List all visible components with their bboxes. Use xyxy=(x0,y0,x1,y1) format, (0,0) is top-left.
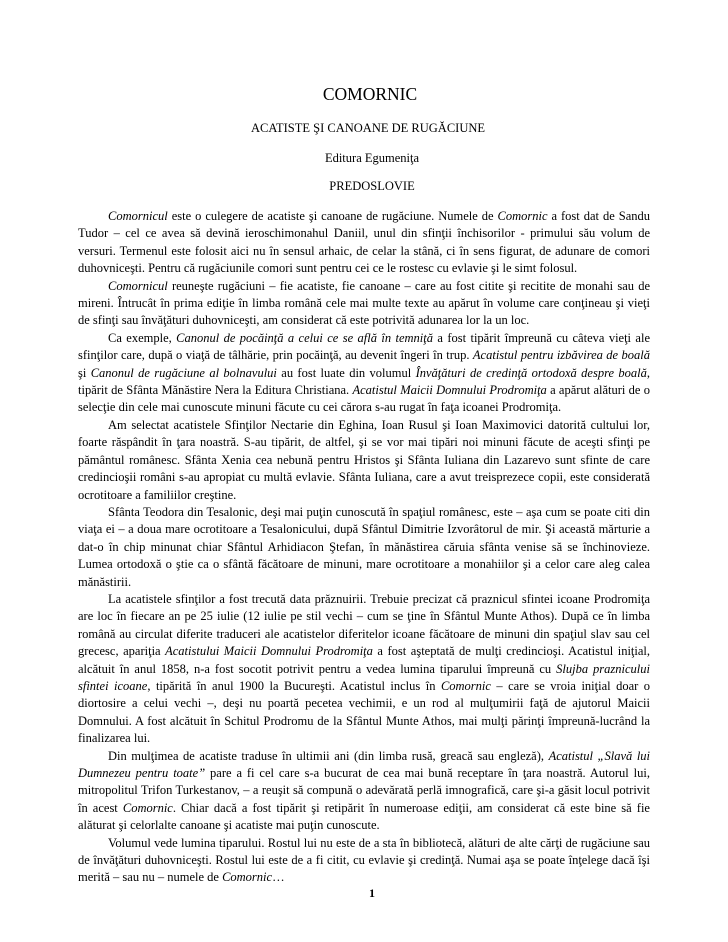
paragraph xyxy=(78,504,650,591)
paragraph xyxy=(78,278,650,330)
italic-text: Acatistul pentru izbăvirea de boală xyxy=(472,348,650,363)
text-run: Din mulţimea de acatiste traduse în ultimii ani (din limba rusă, greacă sau engleză), xyxy=(108,748,549,763)
italic-text: Acatistului Maicii Domnului Prodromiţa xyxy=(165,644,373,659)
paragraph xyxy=(78,835,650,887)
document-title: COMORNIC xyxy=(322,84,418,104)
text-run: , tipărită în anul 1900 la Bucureşti. Acatistul inclus în xyxy=(147,678,441,693)
body-text xyxy=(78,208,650,887)
text-run: – care se vroia iniţial doar o diortosire a celui vechi –, deşi nu poartă pecetea vechimii, e un rod al mulţumirii faţă de ajutorul Maicii Domnului. A fost alcătuit în Schitul Prodromu de la Sfântul Munte Athos, mai mulţi părinţi împreună-lucrând la finalizarea lui. xyxy=(78,678,651,746)
paragraph xyxy=(78,330,650,417)
page-number: 1 xyxy=(369,886,375,900)
text-run: a fost dat de Sandu Tudor – cel ce avea să devină ieroschimonahul Daniil, unul din sfinţii închisorilor - primului său volum de versuri. Termenul este folosit aici nu în sensul arhaic, de celar la stână, ci în sens figurat, de adunare de comori duhovniceşti. Pentru că rugăciunile comori sunt pentru cei ce le rostesc cu evlavie şi le simt folosul. xyxy=(78,209,651,276)
text-run: Am selectat acatistele Sfinţilor Nectarie din Eghina, Ioan Rusul şi Ioan Maximovici datorită cultului lor, foarte răspândit în ţara noastră. S-au tipărit, de altfel, şi se vor mai tipări noi minuni făcute de aceşti sfinţi pe pământul românesc. Sfânta Xenia cea nebună pentru Hristos şi Sfânta Iuliana din Lazarevo sunt sfinte de care credincioşii români s-au apropiat cu multă evlavie. Sfânta Iuliana, care a avut treisprezece copii, este considerată ocrotitoare a familiilor creştine. xyxy=(78,417,650,502)
paragraph xyxy=(78,748,650,835)
publisher-name: Editura Egumeniţa xyxy=(324,151,420,165)
italic-text: Comornic xyxy=(497,209,548,223)
text-run: a fost aşteptată de mulţi credincioşi. Acatistul iniţial, alcătuit în anul 1858, n-a fost socotit potrivit pentru a vedea lumina tiparului împreună cu xyxy=(78,644,651,676)
text-run: a apărut alături de o selecţie din cele mai cunoscute minuni făcute cu cei cărora s-au rugat în faţa icoanei Prodromiţa. xyxy=(78,383,650,415)
text-run: reuneşte rugăciuni – fie acatiste, fie canoane – care au fost citite şi recitite de monahi sau de mireni. Întrucât în prima ediţie în limba română cele mai multe texte au apărut în volume care conţineau şi vieţi de sfinţi sau învăţături duhovniceşti, am considerat că este potrivită adunarea lor la un loc. xyxy=(78,278,650,328)
paragraph xyxy=(78,591,650,748)
italic-text: Comornic xyxy=(440,678,491,693)
paragraph xyxy=(78,417,650,504)
text-run: La acatistele sfinţilor a fost trecută data prăznuirii. Trebuie precizat că praznicul sfintei icoane Prodromiţa are loc în fiecare an pe 25 iulie (12 iulie pe stil vechi – cum se ţine în Sfântul Munte Athos). După ce în limba română au circulat diferite traduceri ale acatistelor diferitelor icoane făcătoare de minuni din spaţiul slav sau cel grecesc, apariţia xyxy=(78,591,650,659)
section-heading: PREDOSLOVIE xyxy=(329,179,415,193)
text-run: … xyxy=(272,870,285,885)
italic-text: Comornic xyxy=(122,800,173,815)
text-run: Ca exemple, xyxy=(108,330,177,345)
italic-text: Învăţături de credinţă ortodoxă despre boală xyxy=(415,365,647,380)
italic-text: Comornic xyxy=(222,870,273,885)
italic-text: Comornicul xyxy=(108,209,168,223)
italic-text: Acatistul Maicii Domnului Prodromiţa xyxy=(352,383,547,398)
italic-text: Canonul de rugăciune al bolnavului xyxy=(90,365,277,380)
text-run: pare a fi cel care s-a bucurat de cea mai bună receptare în ţara noastră. Autorul lui, mitropolitul Trifon Turkestanov, – a reuşit să compună o adevărată perlă imnografică, care şi-a găsit locul potrivit în acest xyxy=(78,766,650,815)
text-run: Volumul vede lumina tiparului. Rostul lui nu este de a sta în bibliotecă, alături de alte cărţi de rugăciune sau de învăţături duhovniceşti. Rostul lui este de a fi citit, cu evlavie şi credinţă. Numai aşa se poate înţelege dacă îşi merită – sau nu – numele de xyxy=(78,835,650,885)
text-run: şi xyxy=(78,365,91,380)
italic-text: Acatistul „Slavă lui Dumnezeu pentru toate” xyxy=(78,748,651,780)
paragraph xyxy=(78,208,650,278)
text-run: este o culegere de acatiste şi canoane de rugăciune. Numele de xyxy=(167,209,498,223)
italic-text: Canonul de pocăinţă a celui ce se află în temniţă xyxy=(176,330,433,345)
text-run: . Chiar dacă a fost tipărit şi retipărit în numeroase ediţii, am considerat că este bine să fie alăturat şi celorlalte canoane şi acatiste mai puţin cunoscute. xyxy=(78,800,650,833)
text-run: Sfânta Teodora din Tesalonic, deşi mai puţin cunoscută în spaţiul românesc, este – aşa cum se poate citi din viaţa ei – a doua mare ocrotitoare a Tesalonicului, după Sfântul Dimitrie Izvorâtorul de mir. Şi această mărturie a dat-o în chip minunat chiar Sfântul Arhidiacon Ştefan, în mănăstirea căruia sfânta venise să se închinovieze. Lumea ortodoxă o ştie ca o sfântă făcătoare de minuni, mare ocrotitoare a monahiilor şi a celor care aleg calea mănăstirii. xyxy=(78,504,650,589)
italic-text: Comornicul xyxy=(108,278,168,293)
text-run: , tipărit de Sfânta Mănăstire Nera la Editura Christiana. xyxy=(78,365,650,398)
text-run: au fost luate din volumul xyxy=(276,365,416,380)
document-subtitle: ACATISTE ŞI CANOANE DE RUGĂCIUNE xyxy=(250,121,486,135)
italic-text: Slujba praznicului sfintei icoane xyxy=(78,661,650,693)
text-run: a fost tipărit împreună cu câteva vieţi ale sfinţilor care, după o viaţă de tâlhărie, prin pocăinţă, au devenit îngeri în trup. xyxy=(78,330,650,363)
